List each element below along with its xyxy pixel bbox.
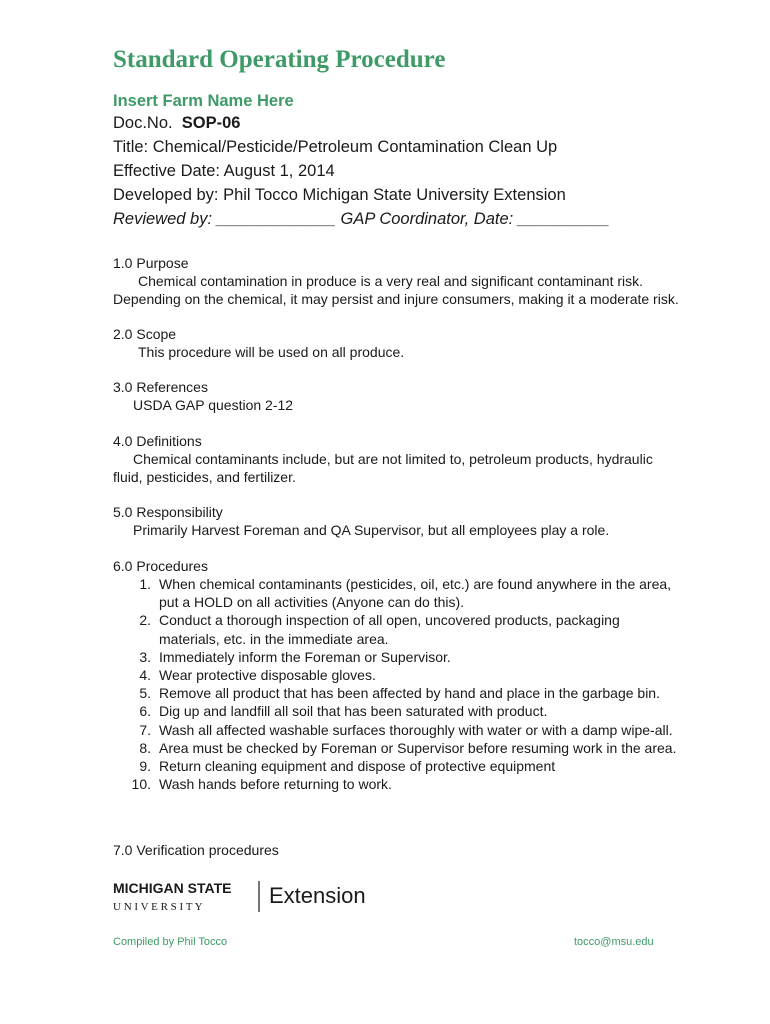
reviewed-by: Reviewed by: _____________ GAP Coordinator, Date: __________ [113,210,610,228]
doc-number [113,114,240,133]
doc-number-value: SOP-06 [181,114,241,132]
procedure-item [113,575,733,611]
section-purpose [113,254,733,308]
section-heading: 3.0 References [113,379,208,395]
procedure-list [113,575,733,793]
procedure-text: put a HOLD on all activities (Anyone can do this). [159,594,465,611]
procedure-text: Area must be checked by Foreman or Supervisor before resuming work in the area. [159,739,677,756]
procedure-number: 8. [139,739,151,756]
section-heading: 1.0 Purpose [113,255,189,271]
section-text: This procedure will be used on all produce. [138,344,405,360]
section-verification [113,841,733,859]
procedure-text: When chemical contaminants (pesticides, oil, etc.) are found anywhere in the area, [159,576,672,592]
procedure-number: 4. [139,667,151,684]
procedure-number: 1. [139,576,151,592]
section-references [113,378,733,414]
logo-line2: U N I V E R S I T Y [113,901,203,913]
section-heading: 4.0 Definitions [113,433,202,449]
procedure-number: 10. [131,776,151,793]
procedure-item [113,611,733,647]
procedure-item [113,739,733,757]
procedure-item [113,721,733,739]
procedure-text: Remove all product that has been affected by hand and place in the garbage bin. [159,685,660,702]
section-text: Primarily Harvest Foreman and QA Supervisor, but all employees play a role. [133,522,610,538]
section-procedures [113,557,733,793]
farm-name: Insert Farm Name Here [113,92,294,110]
section-text: Depending on the chemical, it may persist and injure consumers, making it a moderate risk. [113,291,679,307]
procedure-text: Dig up and landfill all soil that has been saturated with product. [159,703,548,720]
procedure-number: 6. [139,703,151,720]
section-text: Chemical contamination in produce is a very real and significant contaminant risk. [138,273,644,289]
logo-extension: Extension [269,883,366,908]
procedure-text: materials, etc. in the immediate area. [159,630,389,647]
procedure-number: 7. [139,721,151,738]
procedure-text: Wash hands before returning to work. [159,776,392,793]
section-text: fluid, pesticides, and fertilizer. [113,469,296,485]
procedure-text: Return cleaning equipment and dispose of protective equipment [159,758,556,775]
section-heading: 7.0 Verification procedures [113,842,279,858]
section-text: USDA GAP question 2-12 [133,397,294,413]
doc-title-line: Title: Chemical/Pesticide/Petroleum Contamination Clean Up [113,138,558,156]
section-text: Chemical contaminants include, but are not limited to, petroleum products, hydraulic [133,451,653,467]
procedure-item [113,757,733,775]
section-definitions [113,432,733,486]
doc-number-label: Doc.No. [113,114,173,132]
procedure-text: Wash all affected washable surfaces thoroughly with water or with a damp wipe-all. [159,721,673,738]
section-responsibility [113,503,733,539]
procedure-item [113,684,733,702]
procedure-number: 9. [139,758,151,775]
procedure-text: Wear protective disposable gloves. [159,667,376,684]
section-scope [113,325,733,361]
document-title: Standard Operating Procedure [113,46,446,73]
developed-by: Developed by: Phil Tocco Michigan State University Extension [113,186,566,204]
footer-compiled-by: Compiled by Phil Tocco [113,936,228,948]
procedure-item [113,775,733,793]
procedure-item [113,648,733,666]
procedure-number: 5. [139,685,151,702]
procedure-number: 2. [139,612,151,629]
procedure-text: Immediately inform the Foreman or Supervisor. [159,648,451,665]
procedure-number: 3. [139,648,151,665]
section-heading: 5.0 Responsibility [113,504,223,520]
msu-extension-logo [113,879,373,915]
footer-email[interactable]: tocco@msu.edu [574,936,654,948]
section-heading: 6.0 Procedures [113,558,208,574]
procedure-text: Conduct a thorough inspection of all open, uncovered products, packaging [159,612,620,629]
logo-line1: MICHIGAN STATE [113,880,232,896]
procedure-item [113,702,733,720]
section-heading: 2.0 Scope [113,326,177,342]
procedure-item [113,666,733,684]
effective-date: Effective Date: August 1, 2014 [113,162,335,180]
